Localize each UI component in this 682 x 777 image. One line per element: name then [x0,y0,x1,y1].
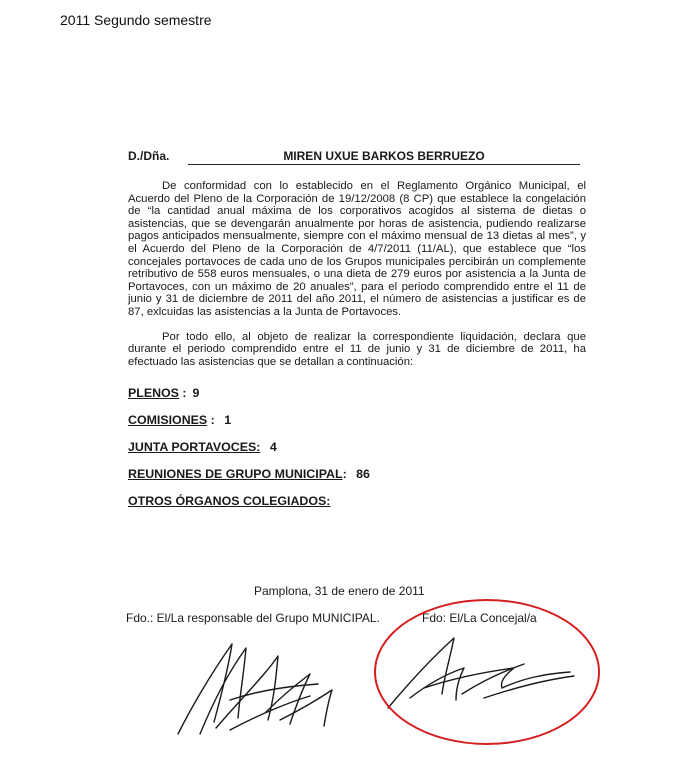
paragraph-agreement: De conformidad con lo establecido en el Reglamento Orgánico Municipal, el Acuerdo del Pleno de la Corporación de 19/12/2008 (8 CP) que establece la congelación de “la cantidad anual máxima de los corporativos acogidos al sistema de dietas o asistencias, que se devengarán anualmente por horas de asistencia, pudiendo realizarse pagos anticipados mensualmente, siempre con el máximo mensual de 13 dietas al mes”, y el Acuerdo del Pleno de la Corporación de 4/7/2011 (11/AL), que establece que “los concejales portavoces de cada uno de los Grupos municipales percibirán un complemente retributivo de 558 euros mensuales, o una dieta de 279 euros por asistencia a la Junta de Portavoces, con un máximo de 20 anuales”, para el periodo comprendido entre el 11 de junio y 31 de diciembre de 2011 del año 2011, el número de asistencias a justificar es de 87, exlcuidas las asistencias a la Junta de Portavoces. [128,180,586,318]
name-underline [188,164,580,165]
count-value: 86 [352,467,370,482]
page-title: 2011 Segundo semestre [60,12,212,28]
count-value: 4 [266,440,277,455]
document-body [128,146,586,521]
count-row-junta [128,440,586,467]
count-label: PLENOS [128,386,179,401]
count-sep: : [342,467,347,482]
count-row-comisiones [128,413,586,440]
place-date: Pamplona, 31 de enero de 2011 [254,584,425,598]
count-label: OTROS ÓRGANOS COLEGIADOS: [128,494,331,509]
highlight-circle [372,596,602,748]
count-value: 1 [220,413,232,428]
count-label: REUNIONES DE GRUPO MUNICIPAL [128,467,343,482]
signature-left [170,630,370,740]
paragraph-declaration: Por todo ello, al objeto de realizar la correspondiente liquidación, declara que durante el periodo comprendido entre el 11 de junio y 31 de diciembre de 2011, ha efectuado las asistencias que se detallan a continuación: [128,330,586,368]
count-row-otros [128,494,586,521]
count-label: COMISIONES [128,413,208,428]
count-sep: : [178,386,187,401]
count-value: 9 [192,386,200,401]
councillor-name: MIREN UXUE BARKOS BERRUEZO [283,149,485,163]
count-row-grupo [128,467,586,494]
name-label: D./Dña. [128,149,170,163]
name-row [128,146,586,168]
count-sep: : [207,413,215,428]
signature-right-label: Fdo: El/La Concejal/a [422,611,537,625]
count-label: JUNTA PORTAVOCES: [128,440,261,455]
signature-left-label: Fdo.: El/La responsable del Grupo MUNICIPAL. [126,611,380,625]
attendance-list [128,386,586,521]
count-row-plenos [128,386,586,413]
